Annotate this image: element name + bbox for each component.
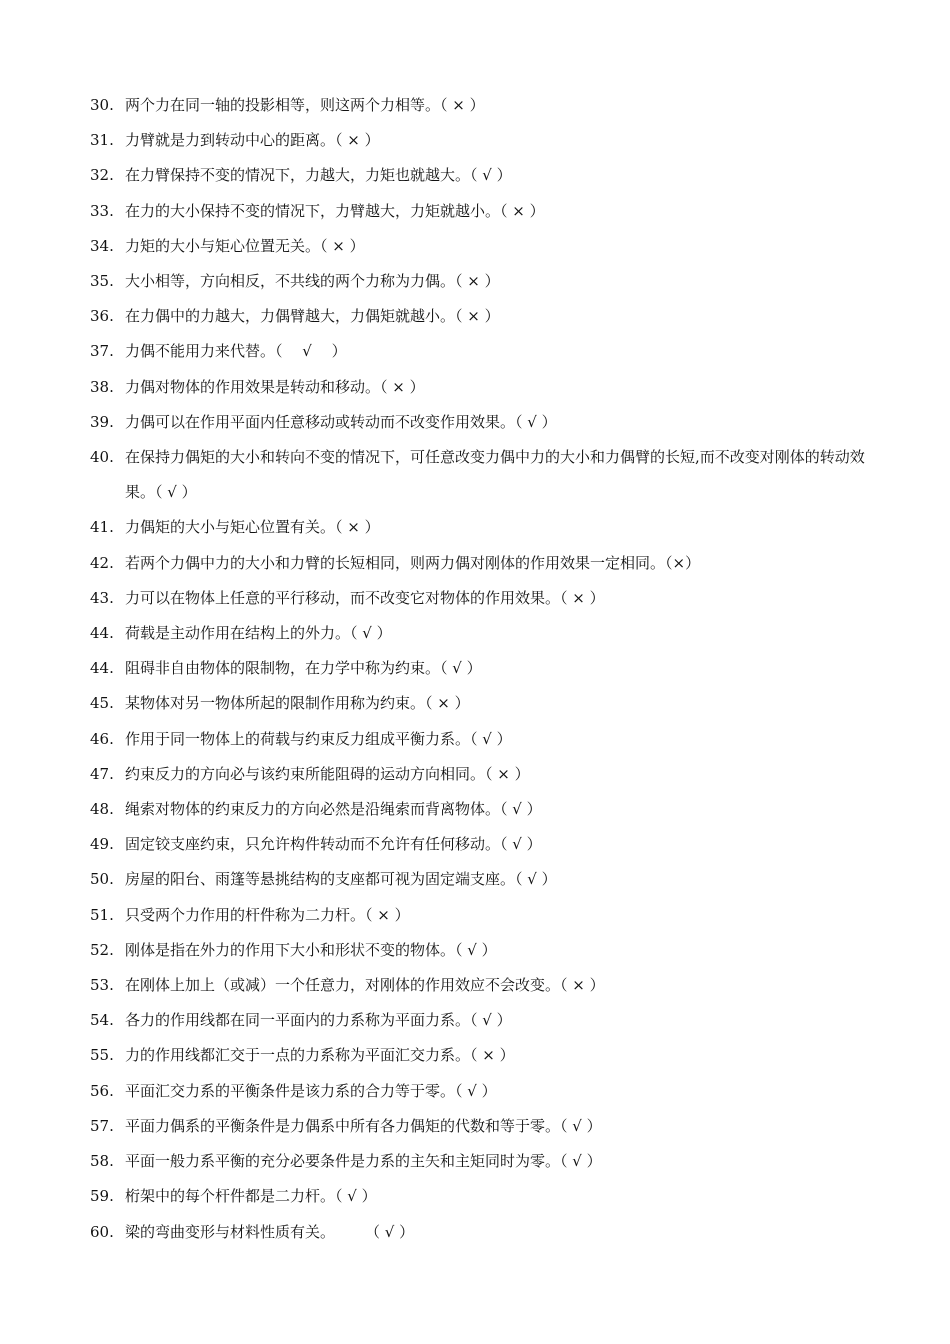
question-text: 绳索对物体的约束反力的方向必然是沿绳索而背离物体。（ √ ）	[125, 800, 542, 819]
question-number: 49.	[90, 835, 114, 854]
question-number: 46.	[90, 729, 114, 748]
question-text: 荷载是主动作用在结构上的外力。（ √ ）	[125, 624, 392, 643]
question-number: 38.	[90, 377, 114, 396]
question-text: 若两个力偶中力的大小和力臂的长短相同，则两力偶对刚体的作用效果一定相同。（×）	[125, 553, 701, 572]
question-text: 在刚体上加上（或减）一个任意力，对刚体的作用效应不会改变。（ × ）	[125, 976, 605, 995]
question-number: 55.	[90, 1046, 114, 1065]
question-number: 53.	[90, 976, 114, 995]
list-item	[90, 194, 880, 229]
list-item	[90, 229, 880, 264]
list-item	[90, 968, 880, 1003]
list-item	[90, 1038, 880, 1073]
question-text: 阻碍非自由物体的限制物，在力学中称为约束。（ √ ）	[125, 659, 482, 678]
question-number: 33.	[90, 201, 114, 220]
list-item	[90, 510, 880, 545]
question-number: 37.	[90, 342, 114, 361]
question-text: 在力的大小保持不变的情况下，力臂越大，力矩就越小。（ × ）	[125, 201, 545, 220]
list-item	[90, 405, 880, 440]
list-item	[90, 264, 880, 299]
question-number: 31.	[90, 131, 114, 150]
list-item	[90, 1109, 880, 1144]
list-item	[90, 123, 880, 158]
question-text: 各力的作用线都在同一平面内的力系称为平面力系。（ √ ）	[125, 1011, 512, 1030]
question-text: 房屋的阳台、雨篷等悬挑结构的支座都可视为固定端支座。（ √ ）	[125, 870, 557, 889]
list-item	[90, 1144, 880, 1179]
question-text: 力可以在物体上任意的平行移动，而不改变它对物体的作用效果。（ × ）	[125, 588, 605, 607]
list-item	[90, 334, 880, 369]
list-item	[90, 827, 880, 862]
question-number: 52.	[90, 940, 114, 959]
question-number: 44.	[90, 624, 114, 643]
list-item	[90, 1179, 880, 1214]
question-number: 34.	[90, 236, 114, 255]
question-text: 在力臂保持不变的情况下，力越大，力矩也就越大。（ √ ）	[125, 166, 512, 185]
question-text: 力臂就是力到转动中心的距离。（ × ）	[125, 131, 380, 150]
list-item	[90, 299, 880, 334]
list-item	[90, 370, 880, 405]
question-number: 39.	[90, 412, 114, 431]
question-number: 41.	[90, 518, 114, 537]
question-number: 36.	[90, 307, 114, 326]
question-number: 43.	[90, 588, 114, 607]
question-number: 40.	[90, 448, 114, 467]
question-text: 在力偶中的力越大，力偶臂越大，力偶矩就越小。（ × ）	[125, 307, 500, 326]
list-item	[90, 581, 880, 616]
question-text: 固定铰支座约束，只允许构件转动而不允许有任何移动。（ √ ）	[125, 835, 542, 854]
list-item	[90, 686, 880, 721]
question-text: 力偶对物体的作用效果是转动和移动。（ × ）	[125, 377, 425, 396]
list-item	[90, 546, 880, 581]
question-number: 45.	[90, 694, 114, 713]
question-text: 平面一般力系平衡的充分必要条件是力系的主矢和主矩同时为零。（ √ ）	[125, 1152, 602, 1171]
list-item	[90, 88, 880, 123]
question-number: 51.	[90, 905, 114, 924]
list-item	[90, 862, 880, 897]
question-text: 桁架中的每个杆件都是二力杆。（ √ ）	[125, 1187, 377, 1206]
question-text: 刚体是指在外力的作用下大小和形状不变的物体。（ √ ）	[125, 940, 497, 959]
question-text: 平面力偶系的平衡条件是力偶系中所有各力偶矩的代数和等于零。（ √ ）	[125, 1116, 602, 1135]
list-item	[90, 1003, 880, 1038]
question-number: 48.	[90, 800, 114, 819]
list-item	[90, 1074, 880, 1109]
list-item	[90, 792, 880, 827]
question-text: 大小相等，方向相反，不共线的两个力称为力偶。（ × ）	[125, 272, 500, 291]
list-item	[90, 898, 880, 933]
question-text: 力偶可以在作用平面内任意移动或转动而不改变作用效果。（ √ ）	[125, 412, 557, 431]
question-list	[90, 88, 880, 1250]
list-item	[90, 757, 880, 792]
list-item	[90, 440, 880, 510]
question-number: 57.	[90, 1116, 114, 1135]
question-text: 梁的弯曲变形与材料性质有关。 （ √ ）	[125, 1222, 415, 1241]
list-item	[90, 722, 880, 757]
question-number: 35.	[90, 272, 114, 291]
list-item	[90, 616, 880, 651]
question-text: 平面汇交力系的平衡条件是该力系的合力等于零。（ √ ）	[125, 1081, 497, 1100]
question-number: 50.	[90, 870, 114, 889]
question-number: 54.	[90, 1011, 114, 1030]
question-text: 力偶不能用力来代替。（ √ ）	[125, 342, 347, 361]
question-number: 42.	[90, 553, 114, 572]
question-number: 58.	[90, 1152, 114, 1171]
question-number: 47.	[90, 764, 114, 783]
question-text: 在保持力偶矩的大小和转向不变的情况下，可任意改变力偶中力的大小和力偶臂的长短,而不改变对刚体的转动效果。（ √ ）	[125, 448, 865, 502]
list-item	[90, 651, 880, 686]
question-number: 59.	[90, 1187, 114, 1206]
list-item	[90, 1215, 880, 1250]
question-text: 约束反力的方向必与该约束所能阻碍的运动方向相同。（ × ）	[125, 764, 530, 783]
question-number: 32.	[90, 166, 114, 185]
list-item	[90, 933, 880, 968]
list-item	[90, 158, 880, 193]
question-text: 力矩的大小与矩心位置无关。（ × ）	[125, 236, 365, 255]
question-text: 作用于同一物体上的荷载与约束反力组成平衡力系。（ √ ）	[125, 729, 512, 748]
question-text: 力偶矩的大小与矩心位置有关。（ × ）	[125, 518, 380, 537]
question-number: 60.	[90, 1222, 114, 1241]
question-text: 某物体对另一物体所起的限制作用称为约束。（ × ）	[125, 694, 470, 713]
question-number: 30.	[90, 96, 114, 114]
question-text: 力的作用线都汇交于一点的力系称为平面汇交力系。（ × ）	[125, 1046, 515, 1065]
question-text: 只受两个力作用的杆件称为二力杆。（ × ）	[125, 905, 410, 924]
question-number: 56.	[90, 1081, 114, 1100]
question-text: 两个力在同一轴的投影相等，则这两个力相等。（ × ）	[125, 96, 485, 114]
question-number: 44.	[90, 659, 114, 678]
